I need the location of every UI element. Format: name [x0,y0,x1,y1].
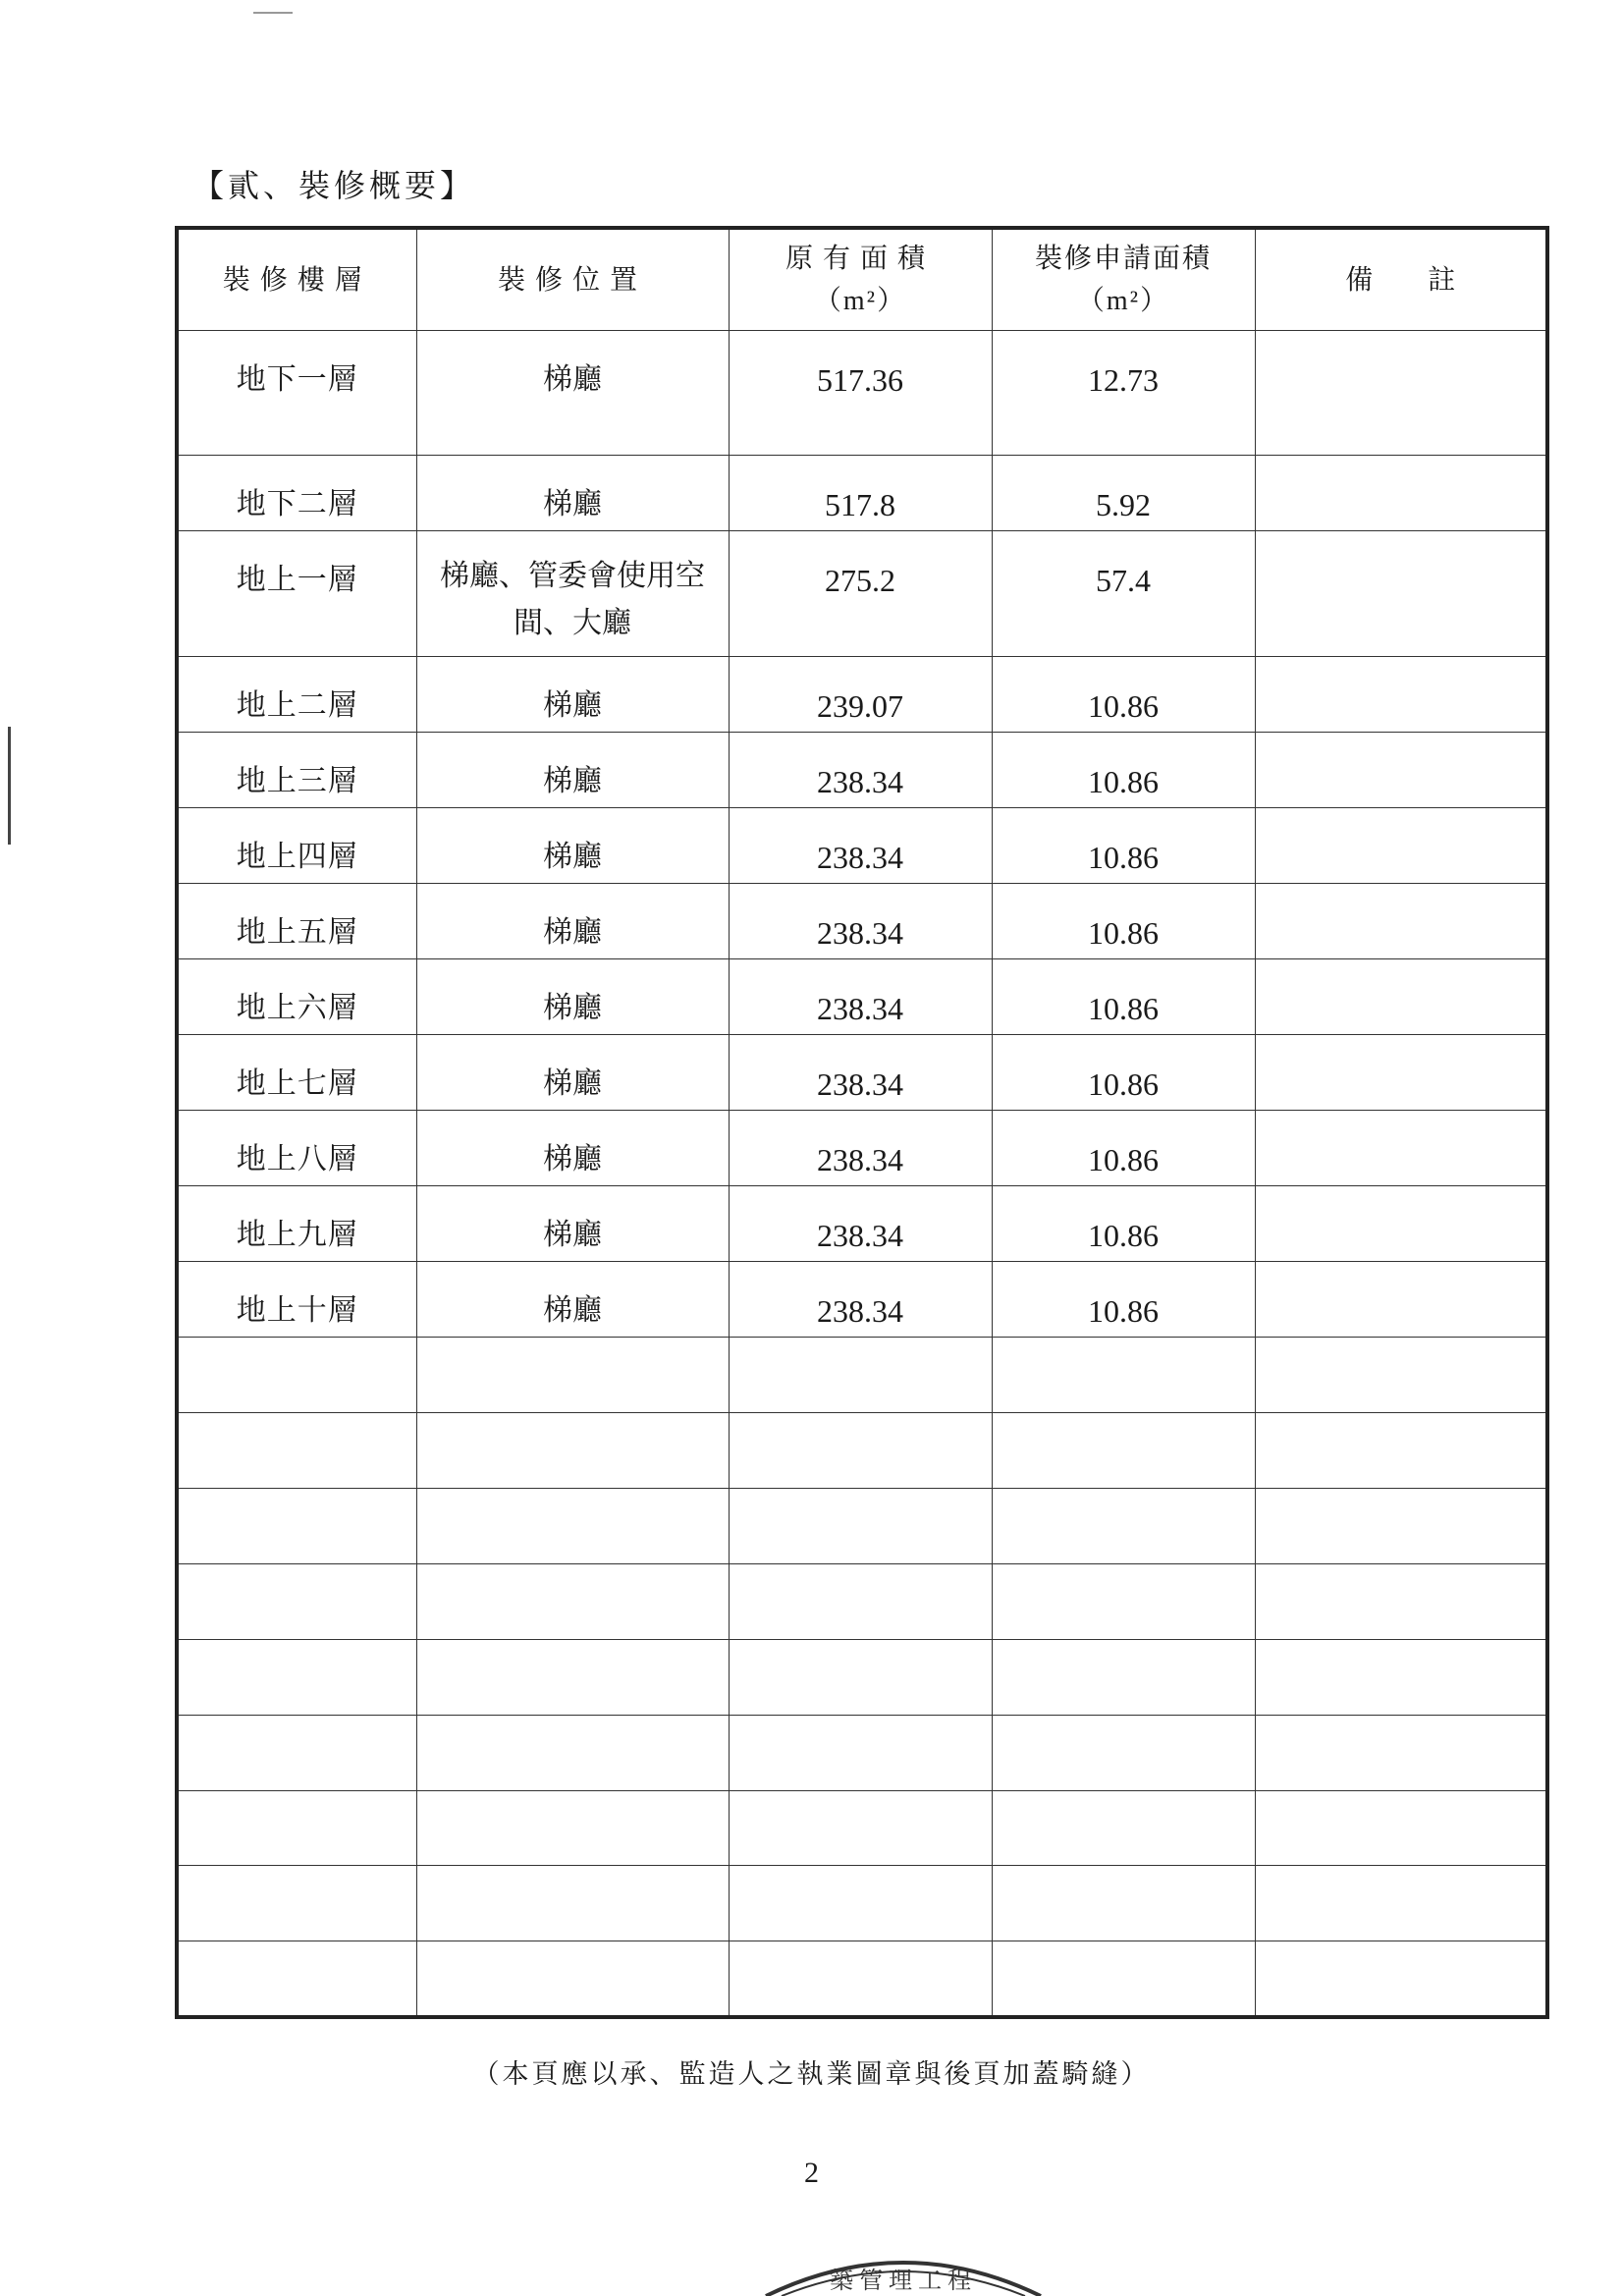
cell-location: 梯廳 [416,732,729,807]
cell-applied-area: 10.86 [992,807,1255,883]
cell-floor [177,1412,416,1488]
cell-applied-area [992,1563,1255,1639]
table-row [177,456,1547,531]
header-original-area-label: 原有面積 [784,241,935,274]
cell-floor: 地上九層 [177,1185,416,1261]
table-row [177,1639,1547,1715]
cell-original-area: 238.34 [729,732,992,807]
cell-location: 梯廳、管委會使用空間、大廳 [416,531,729,657]
cell-remarks [1255,656,1547,732]
cell-applied-area: 10.86 [992,958,1255,1034]
header-original-area-unit: （m²） [813,285,907,316]
header-location: 裝修位置 [416,228,729,330]
cell-remarks [1255,531,1547,657]
cell-location: 梯廳 [416,456,729,531]
cell-applied-area: 10.86 [992,732,1255,807]
cell-applied-area: 10.86 [992,656,1255,732]
cell-remarks [1255,456,1547,531]
engineer-seal-stamp [746,2249,1060,2296]
cell-remarks [1255,1639,1547,1715]
cell-remarks [1255,1866,1547,1941]
cell-original-area: 517.8 [729,456,992,531]
header-applied-area-label: 裝修申請面積 [1034,241,1212,274]
cell-location [416,1866,729,1941]
renovation-summary-table [175,226,1549,2019]
cell-original-area [729,1639,992,1715]
cell-original-area: 238.34 [729,807,992,883]
table-row [177,883,1547,958]
cell-original-area [729,1715,992,1790]
cell-location: 梯廳 [416,1185,729,1261]
cell-applied-area: 12.73 [992,330,1255,456]
cell-original-area: 238.34 [729,883,992,958]
cell-floor: 地上二層 [177,656,416,732]
section-heading: 【貳、裝修概要】 [192,167,476,204]
cell-location: 梯廳 [416,807,729,883]
cell-floor: 地上七層 [177,1034,416,1110]
table-row [177,1488,1547,1563]
cell-floor: 地上五層 [177,883,416,958]
cell-original-area [729,1563,992,1639]
cell-original-area [729,1412,992,1488]
cell-floor [177,1790,416,1866]
cell-floor: 地上六層 [177,958,416,1034]
header-remarks: 備 註 [1255,228,1547,330]
cell-original-area: 275.2 [729,531,992,657]
cell-floor [177,1337,416,1412]
cell-location [416,1639,729,1715]
cell-applied-area: 10.86 [992,1110,1255,1185]
table-row [177,1715,1547,1790]
cell-remarks [1255,1261,1547,1337]
table-row [177,1563,1547,1639]
cell-floor: 地下一層 [177,330,416,456]
cell-applied-area: 5.92 [992,456,1255,531]
cell-floor [177,1488,416,1563]
cell-remarks [1255,1185,1547,1261]
cell-location: 梯廳 [416,1034,729,1110]
cell-location: 梯廳 [416,883,729,958]
table-row [177,1941,1547,2017]
cell-floor: 地上十層 [177,1261,416,1337]
table-row [177,807,1547,883]
cell-applied-area [992,1866,1255,1941]
cell-floor: 地上一層 [177,531,416,657]
cell-remarks [1255,1941,1547,2017]
cell-original-area [729,1941,992,2017]
table-row [177,1412,1547,1488]
scan-edge-mark [8,727,11,845]
page-number: 2 [804,2157,819,2189]
cell-remarks [1255,1110,1547,1185]
cell-remarks [1255,1488,1547,1563]
cell-applied-area [992,1790,1255,1866]
cell-location: 梯廳 [416,958,729,1034]
cell-applied-area: 10.86 [992,1261,1255,1337]
table-row [177,531,1547,657]
cell-location [416,1337,729,1412]
cell-location: 梯廳 [416,330,729,456]
cell-applied-area: 57.4 [992,531,1255,657]
cell-original-area [729,1790,992,1866]
header-original-area [729,228,992,330]
cell-original-area [729,1337,992,1412]
cell-remarks [1255,1790,1547,1866]
footnote: （本頁應以承、監造人之執業圖章與後頁加蓋騎縫） [472,2059,1151,2090]
table-row [177,958,1547,1034]
cell-original-area: 238.34 [729,1261,992,1337]
cell-floor: 地上八層 [177,1110,416,1185]
cell-applied-area: 10.86 [992,883,1255,958]
cell-remarks [1255,1034,1547,1110]
table-row [177,1261,1547,1337]
cell-original-area: 239.07 [729,656,992,732]
cell-location [416,1412,729,1488]
cell-original-area: 238.34 [729,1110,992,1185]
cell-remarks [1255,1563,1547,1639]
cell-original-area: 238.34 [729,1185,992,1261]
cell-applied-area [992,1639,1255,1715]
cell-remarks [1255,958,1547,1034]
seal-text: 築管理工程 [830,2267,977,2294]
cell-location [416,1715,729,1790]
cell-original-area: 238.34 [729,1034,992,1110]
scan-top-mark [253,12,293,14]
table-row [177,656,1547,732]
cell-location [416,1563,729,1639]
table-row [177,1337,1547,1412]
table-row [177,1185,1547,1261]
cell-applied-area [992,1412,1255,1488]
cell-location [416,1488,729,1563]
cell-floor [177,1715,416,1790]
cell-applied-area [992,1488,1255,1563]
cell-floor: 地下二層 [177,456,416,531]
cell-remarks [1255,1412,1547,1488]
cell-location: 梯廳 [416,1261,729,1337]
table-row [177,1110,1547,1185]
cell-original-area: 238.34 [729,958,992,1034]
cell-original-area: 517.36 [729,330,992,456]
cell-floor [177,1639,416,1715]
table-row [177,1790,1547,1866]
cell-floor: 地上四層 [177,807,416,883]
cell-remarks [1255,1715,1547,1790]
cell-location: 梯廳 [416,1110,729,1185]
cell-floor [177,1866,416,1941]
table-row [177,732,1547,807]
header-floor: 裝修樓層 [177,228,416,330]
cell-remarks [1255,883,1547,958]
cell-remarks [1255,732,1547,807]
cell-applied-area [992,1337,1255,1412]
cell-applied-area [992,1941,1255,2017]
cell-original-area [729,1866,992,1941]
table-row [177,1034,1547,1110]
header-applied-area [992,228,1255,330]
cell-applied-area: 10.86 [992,1185,1255,1261]
table-row [177,330,1547,456]
cell-floor: 地上三層 [177,732,416,807]
cell-remarks [1255,330,1547,456]
table-header-row [177,228,1547,330]
cell-location [416,1790,729,1866]
cell-remarks [1255,807,1547,883]
cell-applied-area [992,1715,1255,1790]
header-applied-area-unit: （m²） [1076,285,1170,316]
cell-floor [177,1941,416,2017]
cell-original-area [729,1488,992,1563]
table-row [177,1866,1547,1941]
cell-location: 梯廳 [416,656,729,732]
cell-floor [177,1563,416,1639]
cell-remarks [1255,1337,1547,1412]
cell-applied-area: 10.86 [992,1034,1255,1110]
cell-location [416,1941,729,2017]
